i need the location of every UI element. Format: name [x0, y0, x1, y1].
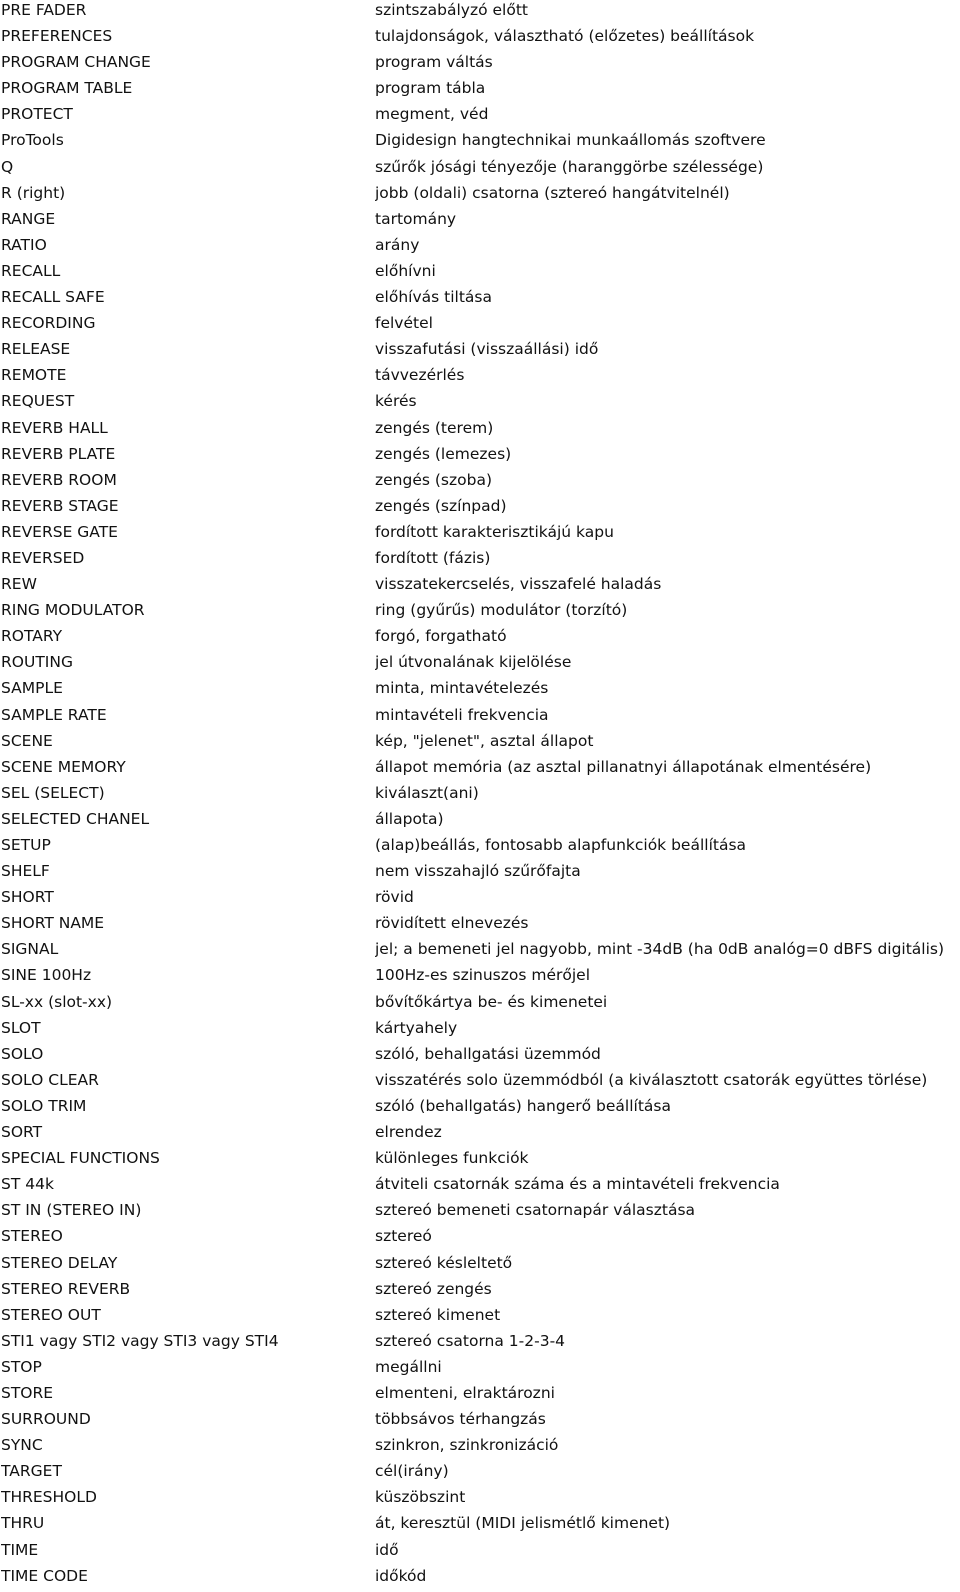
glossary-definition: különleges funkciók [375, 1149, 529, 1168]
glossary-row [0, 235, 960, 261]
glossary-definition: megállni [375, 1357, 442, 1376]
glossary-row [0, 1148, 960, 1174]
glossary-definition: fordított (fázis) [375, 548, 491, 567]
glossary-definition: bővítőkártya be- és kimenetei [375, 992, 608, 1011]
glossary-row [0, 209, 960, 235]
glossary-term: RATIO [1, 235, 47, 254]
glossary-term: SAMPLE [1, 679, 63, 698]
glossary-row [0, 783, 960, 809]
glossary-term: STEREO DELAY [1, 1253, 118, 1272]
glossary-term: ROTARY [1, 627, 63, 646]
glossary-definition: jel útvonalának kijelölése [375, 653, 572, 672]
glossary-definition: program váltás [375, 53, 493, 72]
glossary-row [0, 522, 960, 548]
glossary-term: RECALL [1, 261, 61, 280]
glossary-row [0, 52, 960, 78]
glossary-definition: elrendez [375, 1123, 442, 1142]
glossary-definition: zengés (színpad) [375, 496, 507, 515]
glossary-definition: tulajdonságok, választható (előzetes) beállítások [375, 27, 755, 46]
glossary-row [0, 1200, 960, 1226]
glossary-row [0, 731, 960, 757]
glossary-term: REW [1, 575, 37, 594]
glossary-definition: idő [375, 1540, 399, 1559]
glossary-term: SEL (SELECT) [1, 783, 105, 802]
glossary-term: STEREO REVERB [1, 1279, 131, 1298]
glossary-row [0, 757, 960, 783]
glossary-term: ST IN (STEREO IN) [1, 1201, 142, 1220]
glossary-term: STI1 vagy STI2 vagy STI3 vagy STI4 [1, 1331, 279, 1350]
glossary-term: R (right) [1, 183, 66, 202]
glossary-row [0, 652, 960, 678]
glossary-definition: időkód [375, 1566, 427, 1585]
glossary-definition: szintszabályzó előtt [375, 1, 528, 19]
glossary-definition: mintavételi frekvencia [375, 705, 549, 724]
glossary-definition: szűrők jósági tényezője (haranggörbe szélessége) [375, 157, 764, 176]
glossary-term: SOLO CLEAR [1, 1070, 99, 1089]
glossary-definition: szóló, behallgatási üzemmód [375, 1044, 601, 1063]
glossary-row [0, 313, 960, 339]
glossary-term: REVERSED [1, 548, 85, 567]
glossary-term: SINE 100Hz [1, 966, 92, 985]
glossary-term: ProTools [1, 131, 64, 150]
glossary-term: RECALL SAFE [1, 288, 105, 307]
glossary-term: RANGE [1, 209, 56, 228]
glossary-term: RING MODULATOR [1, 601, 145, 620]
glossary-definition: megment, véd [375, 105, 489, 124]
glossary-term: PREFERENCES [1, 27, 113, 46]
glossary-definition: sztereó kimenet [375, 1305, 501, 1324]
glossary-term: STEREO OUT [1, 1305, 101, 1324]
glossary-row [0, 0, 960, 26]
glossary-row [0, 626, 960, 652]
glossary-definition: jel; a bemeneti jel nagyobb, mint -34dB (ha 0dB analóg=0 dBFS digitális) [375, 940, 945, 959]
glossary-row [0, 1122, 960, 1148]
glossary-definition: cél(irány) [375, 1462, 449, 1481]
glossary-term: THRESHOLD [1, 1488, 97, 1507]
glossary-definition: felvétel [375, 314, 433, 333]
glossary-definition: küszöbszint [375, 1488, 466, 1507]
glossary-term: SURROUND [1, 1410, 91, 1429]
glossary-row [0, 835, 960, 861]
glossary-term: ROUTING [1, 653, 73, 672]
glossary-definition: szinkron, szinkronizáció [375, 1436, 559, 1455]
glossary-row [0, 1461, 960, 1487]
glossary-definition: minta, mintavételezés [375, 679, 549, 698]
glossary-term: PRE FADER [1, 1, 87, 19]
glossary-row [0, 287, 960, 313]
glossary-row [0, 157, 960, 183]
glossary-definition: távvezérlés [375, 366, 465, 385]
glossary-row [0, 391, 960, 417]
glossary-term: TARGET [1, 1462, 62, 1481]
glossary-term: STEREO [1, 1227, 63, 1246]
glossary-definition: rövidített elnevezés [375, 914, 529, 933]
glossary-term: SCENE MEMORY [1, 757, 126, 776]
glossary-row [0, 26, 960, 52]
glossary-definition: tartomány [375, 209, 457, 228]
glossary-term: REVERB STAGE [1, 496, 119, 515]
glossary-row [0, 130, 960, 156]
glossary-row [0, 470, 960, 496]
glossary-row [0, 1566, 960, 1592]
glossary-definition: kiválaszt(ani) [375, 783, 479, 802]
glossary-definition: előhívni [375, 261, 436, 280]
glossary-row [0, 939, 960, 965]
glossary-row [0, 574, 960, 600]
glossary-definition: át, keresztül (MIDI jelismétlő kimenet) [375, 1514, 671, 1533]
glossary-term: SLOT [1, 1018, 41, 1037]
glossary-term: SAMPLE RATE [1, 705, 107, 724]
glossary-term: SCENE [1, 731, 53, 750]
glossary-definition: visszatérés solo üzemmódból (a kiválasztott csatorák együttes törlése) [375, 1070, 928, 1089]
glossary-definition: átviteli csatornák száma és a mintavételi frekvencia [375, 1175, 780, 1194]
glossary-definition: többsávos térhangzás [375, 1410, 546, 1429]
glossary-definition: arány [375, 235, 420, 254]
glossary-definition: visszafutási (visszaállási) idő [375, 340, 599, 359]
glossary-definition: forgó, forgatható [375, 627, 507, 646]
glossary-definition: nem visszahajló szűrőfajta [375, 862, 581, 881]
glossary-definition: program tábla [375, 79, 486, 98]
glossary-row [0, 705, 960, 731]
glossary-definition: fordított karakterisztikájú kapu [375, 522, 614, 541]
glossary-definition: előhívás tiltása [375, 288, 492, 307]
glossary-term: SETUP [1, 836, 51, 854]
glossary-row [0, 1070, 960, 1096]
glossary-row [0, 861, 960, 887]
glossary-row [0, 1279, 960, 1305]
glossary-term: SOLO [1, 1044, 44, 1063]
glossary-definition: (alap)beállás, fontosabb alapfunkciók beállítása [375, 836, 747, 854]
glossary-row [0, 1487, 960, 1513]
glossary-row [0, 1513, 960, 1539]
glossary-definition: zengés (terem) [375, 418, 494, 437]
glossary-row [0, 913, 960, 939]
glossary-row [0, 809, 960, 835]
glossary-row [0, 1331, 960, 1357]
glossary-term: REVERSE GATE [1, 522, 118, 541]
glossary-term: SPECIAL FUNCTIONS [1, 1149, 160, 1168]
glossary-term: REVERB ROOM [1, 470, 117, 489]
glossary-row [0, 1540, 960, 1566]
glossary-definition: sztereó bemeneti csatornapár választása [375, 1201, 696, 1220]
glossary-term: SOLO TRIM [1, 1096, 87, 1115]
glossary-row [0, 418, 960, 444]
glossary-row [0, 339, 960, 365]
glossary-definition: Digidesign hangtechnikai munkaállomás szoftvere [375, 131, 766, 150]
glossary-row [0, 1096, 960, 1122]
glossary-row [0, 1226, 960, 1252]
glossary-term: REVERB HALL [1, 418, 108, 437]
glossary-term: STOP [1, 1357, 42, 1376]
glossary-term: SHORT NAME [1, 914, 105, 933]
glossary-definition: kép, "jelenet", asztal állapot [375, 731, 594, 750]
glossary-definition: szóló (behallgatás) hangerő beállítása [375, 1096, 671, 1115]
glossary-row [0, 1253, 960, 1279]
glossary-definition: zengés (lemezes) [375, 444, 512, 463]
glossary-row [0, 887, 960, 913]
glossary-term: SELECTED CHANEL [1, 809, 150, 828]
glossary-term: Q [1, 157, 14, 176]
glossary-term: SYNC [1, 1436, 43, 1455]
glossary-definition: jobb (oldali) csatorna (sztereó hangátvitelnél) [375, 183, 730, 202]
glossary-definition: kérés [375, 392, 417, 411]
glossary-row [0, 992, 960, 1018]
glossary-definition: visszatekercselés, visszafelé haladás [375, 575, 662, 594]
glossary-definition: rövid [375, 888, 414, 907]
glossary-term: SORT [1, 1123, 43, 1142]
glossary-row [0, 365, 960, 391]
glossary-term: SHELF [1, 862, 50, 881]
glossary-row [0, 444, 960, 470]
glossary-definition: sztereó késleltető [375, 1253, 513, 1272]
glossary-term: SL-xx (slot-xx) [1, 992, 113, 1011]
glossary-term: RECORDING [1, 314, 96, 333]
glossary-term: REVERB PLATE [1, 444, 116, 463]
glossary-definition: sztereó [375, 1227, 432, 1246]
glossary-term: ST 44k [1, 1175, 54, 1194]
glossary-row [0, 1383, 960, 1409]
glossary-term: PROGRAM TABLE [1, 79, 133, 98]
glossary-row [0, 183, 960, 209]
glossary-term: SIGNAL [1, 940, 59, 959]
glossary-row [0, 678, 960, 704]
glossary-term: RELEASE [1, 340, 71, 359]
glossary-definition: állapot memória (az asztal pillanatnyi állapotának elmentésére) [375, 757, 872, 776]
glossary-row [0, 496, 960, 522]
glossary-definition: sztereó csatorna 1-2-3-4 [375, 1331, 566, 1350]
glossary-row [0, 104, 960, 130]
glossary-row [0, 600, 960, 626]
glossary-term: REQUEST [1, 392, 75, 411]
glossary-term: TIME CODE [1, 1566, 88, 1585]
glossary-row [0, 78, 960, 104]
glossary-term: STORE [1, 1383, 54, 1402]
glossary-row [0, 261, 960, 287]
glossary-row [0, 1018, 960, 1044]
glossary-row [0, 1174, 960, 1200]
glossary-term: THRU [1, 1514, 45, 1533]
glossary-definition: kártyahely [375, 1018, 458, 1037]
glossary-term: PROTECT [1, 105, 73, 124]
glossary-term: SHORT [1, 888, 54, 907]
glossary-row [0, 965, 960, 991]
glossary-definition: sztereó zengés [375, 1279, 492, 1298]
glossary-definition: ring (gyűrűs) modulátor (torzító) [375, 601, 628, 620]
glossary-term: PROGRAM CHANGE [1, 53, 151, 72]
glossary-row [0, 1305, 960, 1331]
glossary-term: REMOTE [1, 366, 67, 385]
glossary-term: TIME [1, 1540, 39, 1559]
glossary-row [0, 1357, 960, 1383]
glossary-row [0, 548, 960, 574]
glossary-definition: állapota) [375, 809, 444, 828]
glossary-definition: zengés (szoba) [375, 470, 492, 489]
glossary-definition: 100Hz-es szinuszos mérőjel [375, 966, 591, 985]
glossary-row [0, 1435, 960, 1461]
glossary-definition: elmenteni, elraktározni [375, 1383, 555, 1402]
glossary-row [0, 1044, 960, 1070]
glossary-row [0, 1409, 960, 1435]
